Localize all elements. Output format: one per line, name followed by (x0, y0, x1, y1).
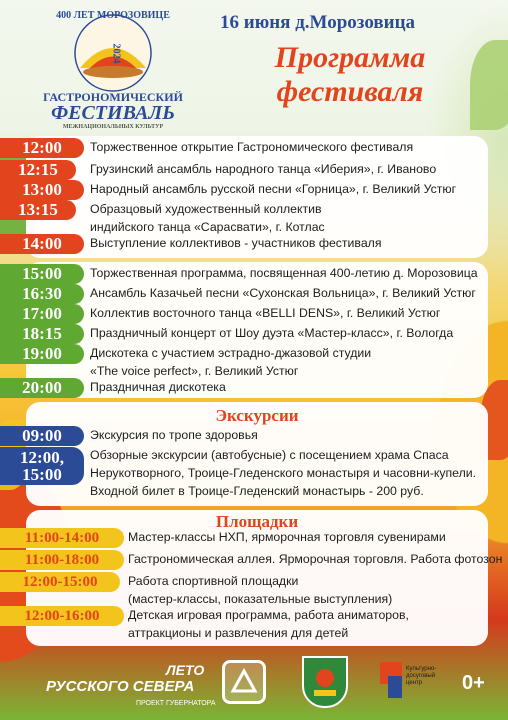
event-text: Нерукотворного, Троице-Гледенского монастыря и часовни-купели. (90, 466, 477, 480)
leto-subtitle: РУССКОГО СЕВЕРА (46, 678, 195, 695)
time-badge: 12:00-15:00 (0, 572, 120, 592)
leto-project: ПРОЕКТ ГУБЕРНАТОРА (136, 700, 216, 707)
event-text: индийского танца «Сарасвати», г. Котлас (90, 220, 325, 234)
schedule-row (0, 446, 84, 486)
time-badge: 15:00 (0, 264, 84, 284)
event-text: Входной билет в Троице-Гледенский монастырь - 200 руб. (90, 484, 424, 498)
time-badge: 11:00-18:00 (0, 550, 124, 570)
logo-line2: ФЕСТИВАЛЬ (51, 102, 175, 124)
event-text: Обзорные экскурсии (автобусные) с посещением храма Спаса (90, 448, 449, 462)
event-text: «The voice perfect», г. Великий Устюг (90, 364, 299, 378)
time-badge: 12:00, 15:00 (0, 447, 84, 485)
festival-logo (38, 8, 188, 128)
event-text: Праздничный концерт от Шоу дуэта «Мастер-класс», г. Вологда (90, 326, 454, 340)
excursions-block (20, 402, 488, 506)
schedule-block-morning (18, 136, 488, 258)
event-text: Праздничная дискотека (90, 380, 226, 394)
event-text: Образцовый художественный коллектив (90, 202, 322, 216)
time-badge: 16:30 (0, 284, 84, 304)
event-text: Торжественное открытие Гастрономического фестиваля (90, 140, 414, 154)
event-text: Детская игровая программа, работа аниматоров, (128, 608, 409, 622)
event-text: Гастрономическая аллея. Ярморочная торговля. Работа фотозон (128, 552, 503, 566)
schedule-block-evening (22, 262, 488, 398)
schedule-row (0, 550, 124, 570)
event-text: Народный ансамбль русской песни «Горница», г. Великий Устюг (90, 182, 457, 196)
time-badge: 13:15 (0, 200, 76, 220)
schedule-row (0, 344, 84, 364)
event-text: Торжественная программа, посвященная 400-летию д. Морозовица (90, 266, 478, 280)
time-badge: 13:00 (0, 180, 84, 200)
event-text: Грузинский ансамбль народного танца «Иберия», г. Иваново (90, 162, 437, 176)
schedule-row (0, 426, 84, 446)
schedule-row (0, 264, 84, 284)
time-badge: 17:00 (0, 304, 84, 324)
schedule-row (0, 284, 84, 304)
event-text: Выступление коллективов - участников фестиваля (90, 236, 382, 250)
event-text: аттракционы и развлечения для детей (128, 626, 349, 640)
culture-center-icon-2 (388, 676, 402, 698)
coat-of-arms-icon (302, 656, 348, 708)
page-title-line2: фестиваля (276, 75, 424, 108)
event-text: Экскурсия по тропе здоровья (90, 428, 258, 442)
logo-arc-text: 400 ЛЕТ МОРОЗОВИЦЕ (56, 10, 170, 21)
schedule-row (0, 234, 84, 254)
event-text: Коллектив восточного танца «BELLI DENS», г. Великий Устюг (90, 306, 441, 320)
culture-center-logo (380, 662, 450, 706)
section-heading-venues: Площадки (215, 512, 299, 531)
time-badge: 12:00-16:00 (0, 606, 124, 626)
schedule-row (0, 528, 124, 548)
logo-line1: ГАСТРОНОМИЧЕСКИЙ (43, 90, 183, 104)
event-text: Дискотека с участием эстрадно-джазовой студии (90, 346, 372, 360)
schedule-row (0, 304, 84, 324)
schedule-row (0, 606, 124, 626)
schedule-row (0, 378, 84, 398)
time-badge: 09:00 (0, 426, 84, 446)
time-badge: 14:00 (0, 234, 84, 254)
event-date: 16 июня д.Морозовица (220, 12, 416, 33)
logo-line3: МЕЖНАЦИОНАЛЬНЫХ КУЛЬТУР (62, 124, 164, 130)
time-badge: 12:15 (0, 160, 76, 180)
venues-block (22, 510, 503, 646)
page-title-line1: Программа (274, 41, 426, 74)
region-emblem-icon (222, 660, 266, 704)
age-rating: 0+ (462, 672, 485, 694)
culture-center-text: Культурно-досуговый центр (406, 666, 437, 686)
schedule-row (0, 180, 84, 200)
section-heading-excursions: Экскурсии (215, 406, 299, 425)
time-badge: 11:00-14:00 (0, 528, 124, 548)
schedule-row (0, 572, 120, 592)
time-badge: 19:00 (0, 344, 84, 364)
schedule-row (0, 160, 76, 180)
schedule-row (0, 200, 76, 220)
leto-title: ЛЕТО (166, 662, 205, 678)
decor-leaf (470, 40, 508, 130)
logo-year: 2024 (110, 43, 122, 64)
time-badge: 18:15 (0, 324, 84, 344)
time-badge: 20:00 (0, 378, 84, 398)
event-text: Ансамбль Казачьей песни «Сухонская Вольница», г. Великий Устюг (90, 286, 476, 300)
event-text: Работа спортивной площадки (128, 574, 299, 588)
time-badge: 12:00 (0, 138, 84, 158)
event-text: Мастер-классы НХП, ярморочная торговля сувенирами (128, 530, 446, 544)
schedule-row (0, 324, 84, 344)
footer (0, 650, 508, 720)
leto-logo (46, 658, 216, 714)
event-text: (мастер-классы, показательные выступления) (128, 592, 393, 606)
schedule-row (0, 138, 84, 158)
